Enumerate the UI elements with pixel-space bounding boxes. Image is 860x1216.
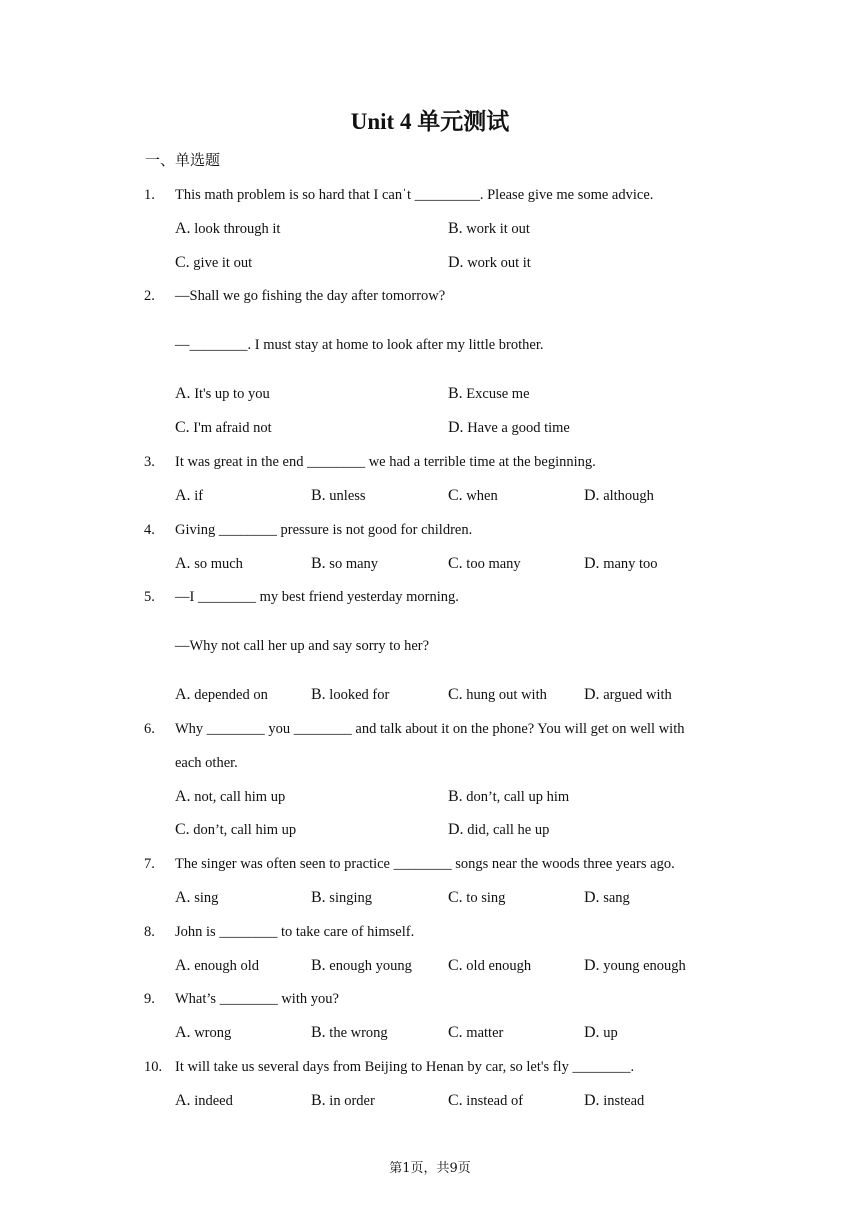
option-text: look through it xyxy=(194,221,281,237)
option-text: enough old xyxy=(194,958,260,974)
question-text: Giving ________ pressure is not good for children. xyxy=(175,522,473,538)
option-c[interactable] xyxy=(175,253,252,273)
option-a[interactable] xyxy=(175,1091,233,1111)
question-number: 1. xyxy=(144,187,155,203)
option-letter: A. xyxy=(175,686,191,703)
option-text: I'm afraid not xyxy=(193,420,272,436)
question-text: Why ________ you ________ and talk about it on the phone? You will get on well with xyxy=(175,721,685,737)
option-b[interactable] xyxy=(448,787,569,807)
page-title: Unit 4 单元测试 xyxy=(350,109,510,134)
question-number: 4. xyxy=(144,522,155,538)
option-letter: B. xyxy=(311,1092,326,1109)
option-text: hung out with xyxy=(466,687,547,703)
option-text: Excuse me xyxy=(466,386,530,402)
option-text: work out it xyxy=(467,255,531,271)
option-d[interactable] xyxy=(584,888,630,908)
option-letter: C. xyxy=(448,555,463,572)
option-letter: D. xyxy=(584,1092,600,1109)
option-c[interactable] xyxy=(175,820,296,840)
option-text: instead of xyxy=(466,1093,524,1109)
option-c[interactable] xyxy=(448,888,505,908)
option-letter: D. xyxy=(448,419,464,436)
option-a[interactable] xyxy=(175,685,268,705)
option-text: many too xyxy=(603,556,658,572)
question-number: 5. xyxy=(144,589,155,605)
question-number: 7. xyxy=(144,856,155,872)
option-c[interactable] xyxy=(175,418,272,438)
option-letter: A. xyxy=(175,889,191,906)
option-letter: A. xyxy=(175,220,191,237)
option-text: if xyxy=(194,488,204,504)
option-letter: A. xyxy=(175,1024,191,1041)
option-c[interactable] xyxy=(448,685,547,705)
option-text: old enough xyxy=(466,958,532,974)
option-a[interactable] xyxy=(175,219,280,239)
question-text: What’s ________ with you? xyxy=(175,991,339,1007)
option-a[interactable] xyxy=(175,787,285,807)
option-c[interactable] xyxy=(448,486,498,506)
question-text: John is ________ to take care of himself. xyxy=(175,924,415,940)
option-letter: C. xyxy=(448,686,463,703)
option-text: indeed xyxy=(194,1093,233,1109)
option-text: singing xyxy=(329,890,372,906)
option-text: sing xyxy=(194,890,219,906)
option-text: too many xyxy=(466,556,521,572)
option-text: up xyxy=(603,1025,618,1041)
option-letter: A. xyxy=(175,555,191,572)
option-c[interactable] xyxy=(448,1091,523,1111)
question-text: each other. xyxy=(175,755,238,771)
option-letter: B. xyxy=(448,220,463,237)
option-b[interactable] xyxy=(311,1091,375,1111)
option-a[interactable] xyxy=(175,486,203,506)
page-footer: 第1页，共9页 xyxy=(389,1161,471,1176)
option-text: don’t, call him up xyxy=(193,822,297,838)
option-b[interactable] xyxy=(311,1023,388,1043)
option-letter: D. xyxy=(448,821,464,838)
question-number: 6. xyxy=(144,721,155,737)
option-letter: C. xyxy=(448,957,463,974)
option-a[interactable] xyxy=(175,554,243,574)
question-text: —Shall we go fishing the day after tomorrow? xyxy=(175,288,446,304)
option-letter: D. xyxy=(584,889,600,906)
option-text: although xyxy=(603,488,654,504)
option-text: sang xyxy=(603,890,630,906)
question-number: 9. xyxy=(144,991,155,1007)
option-letter: B. xyxy=(311,487,326,504)
option-text: not, call him up xyxy=(194,789,286,805)
option-text: so many xyxy=(329,556,379,572)
option-a[interactable] xyxy=(175,888,218,908)
question-text: The singer was often seen to practice ________ songs near the woods three years ago. xyxy=(175,856,675,872)
question-number: 8. xyxy=(144,924,155,940)
question-number: 2. xyxy=(144,288,155,304)
option-text: unless xyxy=(329,488,366,504)
option-text: wrong xyxy=(194,1025,232,1041)
option-d[interactable] xyxy=(448,820,549,840)
option-letter: C. xyxy=(448,889,463,906)
option-text: work it out xyxy=(466,221,530,237)
option-letter: B. xyxy=(311,686,326,703)
option-b[interactable] xyxy=(448,219,530,239)
option-c[interactable] xyxy=(448,956,531,976)
option-text: to sing xyxy=(466,890,506,906)
option-b[interactable] xyxy=(311,956,412,976)
question-text: It was great in the end ________ we had a terrible time at the beginning. xyxy=(175,454,596,470)
option-d[interactable] xyxy=(448,418,570,438)
option-b[interactable] xyxy=(311,486,366,506)
option-letter: C. xyxy=(448,487,463,504)
option-text: It's up to you xyxy=(194,386,270,402)
option-d[interactable] xyxy=(584,486,654,506)
option-d[interactable] xyxy=(448,253,531,273)
option-text: the wrong xyxy=(329,1025,388,1041)
question-number: 10. xyxy=(144,1059,163,1075)
option-text: young enough xyxy=(603,958,686,974)
option-a[interactable] xyxy=(175,956,259,976)
option-c[interactable] xyxy=(448,554,521,574)
option-text: looked for xyxy=(329,687,390,703)
option-b[interactable] xyxy=(311,888,372,908)
option-letter: B. xyxy=(311,889,326,906)
question-text: This math problem is so hard that I canˈt _________. Please give me some advice. xyxy=(175,187,654,203)
option-b[interactable] xyxy=(311,685,389,705)
option-text: did, call he up xyxy=(467,822,550,838)
option-letter: B. xyxy=(311,555,326,572)
question-text: —Why not call her up and say sorry to her? xyxy=(175,638,430,654)
option-d[interactable] xyxy=(584,956,686,976)
option-letter: A. xyxy=(175,1092,191,1109)
option-letter: D. xyxy=(584,487,600,504)
option-letter: D. xyxy=(584,957,600,974)
option-letter: C. xyxy=(448,1092,463,1109)
option-letter: C. xyxy=(448,1024,463,1041)
option-letter: C. xyxy=(175,419,190,436)
option-letter: A. xyxy=(175,788,191,805)
option-text: argued with xyxy=(603,687,672,703)
option-text: Have a good time xyxy=(467,420,570,436)
option-text: matter xyxy=(466,1025,504,1041)
option-a[interactable] xyxy=(175,384,270,404)
option-letter: A. xyxy=(175,385,191,402)
question-text: —I ________ my best friend yesterday morning. xyxy=(175,589,459,605)
option-c[interactable] xyxy=(448,1023,503,1043)
option-d[interactable] xyxy=(584,1091,644,1111)
option-text: instead xyxy=(603,1093,645,1109)
option-letter: B. xyxy=(448,385,463,402)
option-letter: D. xyxy=(584,1024,600,1041)
option-letter: A. xyxy=(175,957,191,974)
option-letter: B. xyxy=(311,957,326,974)
option-text: enough young xyxy=(329,958,412,974)
question-text: It will take us several days from Beijing to Henan by car, so let's fly ________. xyxy=(175,1059,635,1075)
option-text: when xyxy=(466,488,498,504)
section-heading: 一、单选题 xyxy=(145,151,221,169)
option-letter: B. xyxy=(311,1024,326,1041)
option-a[interactable] xyxy=(175,1023,231,1043)
option-d[interactable] xyxy=(584,1023,618,1043)
option-text: give it out xyxy=(193,255,253,271)
option-letter: D. xyxy=(584,555,600,572)
option-d[interactable] xyxy=(584,685,672,705)
option-b[interactable] xyxy=(311,554,378,574)
option-letter: A. xyxy=(175,487,191,504)
option-text: so much xyxy=(194,556,243,572)
option-letter: D. xyxy=(584,686,600,703)
option-text: in order xyxy=(329,1093,375,1109)
question-number: 3. xyxy=(144,454,155,470)
option-letter: C. xyxy=(175,821,190,838)
option-b[interactable] xyxy=(448,384,530,404)
option-letter: D. xyxy=(448,254,464,271)
option-text: don’t, call up him xyxy=(466,789,570,805)
option-text: depended on xyxy=(194,687,268,703)
question-text: —________. I must stay at home to look after my little brother. xyxy=(175,337,544,353)
option-letter: B. xyxy=(448,788,463,805)
option-d[interactable] xyxy=(584,554,658,574)
option-letter: C. xyxy=(175,254,190,271)
